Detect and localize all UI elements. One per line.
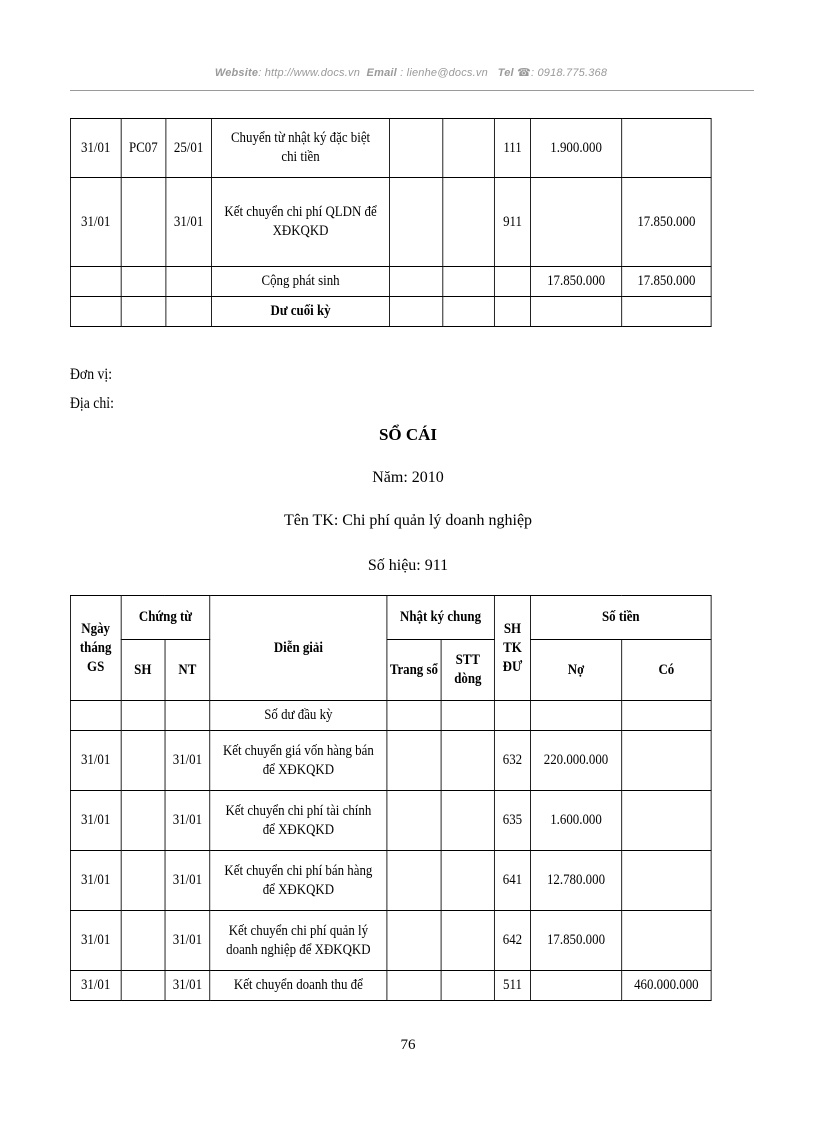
table-row	[70, 791, 711, 851]
header-account: SH TK ĐƯ	[494, 596, 530, 701]
table-row	[70, 911, 711, 971]
credit-cell: 17.850.000	[622, 178, 711, 267]
account-cell: 632	[494, 731, 530, 791]
ledger-year: Năm: 2010	[372, 469, 444, 486]
debit-cell	[530, 971, 621, 1001]
debit-cell: 17.850.000	[530, 911, 621, 971]
credit-cell	[622, 119, 711, 178]
opening-label: Số dư đầu kỳ	[210, 701, 386, 731]
journal-page-cell	[387, 911, 442, 971]
header-voucher: Chứng từ	[121, 596, 210, 640]
date-cell: 31/01	[70, 119, 121, 178]
opening-row	[70, 701, 711, 731]
account-name: Tên TK: Chi phí quản lý doanh nghiệp	[283, 512, 533, 529]
page-number: 76	[400, 1037, 416, 1053]
table-row	[70, 971, 711, 1001]
date-cell: 31/01	[70, 731, 120, 791]
date-cell: 31/01	[70, 851, 120, 911]
voucher-nt-cell: 31/01	[166, 178, 212, 267]
description-cell: Kết chuyển doanh thu để	[210, 971, 386, 1001]
journal-page-cell	[387, 851, 442, 911]
credit-cell	[622, 911, 712, 971]
credit-cell	[622, 731, 712, 791]
closing-label: Dư cuối kỳ	[211, 297, 389, 327]
voucher-sh-cell	[121, 731, 165, 791]
debit-cell	[531, 178, 622, 267]
account-cell: 511	[494, 971, 530, 1001]
voucher-nt-cell: 31/01	[165, 731, 210, 791]
description-cell: Chuyển từ nhật ký đặc biệt chi tiền	[211, 119, 389, 178]
journal-page-cell	[387, 731, 442, 791]
account-number: Số hiệu: 911	[367, 557, 449, 574]
address-label: Địa chỉ:	[70, 395, 114, 412]
credit-cell	[622, 791, 712, 851]
date-cell: 31/01	[70, 791, 120, 851]
account-cell: 635	[494, 791, 530, 851]
description-cell: Kết chuyển chi phí tài chính để XĐKQKD	[210, 791, 386, 851]
table-row	[70, 119, 711, 178]
voucher-nt-cell: 31/01	[165, 911, 210, 971]
tel-value: : 0918.775.368	[530, 67, 608, 79]
total-row	[70, 267, 711, 297]
header-page: Trang sổ	[387, 640, 442, 701]
date-cell: 31/01	[70, 911, 120, 971]
phone-icon: ☎	[517, 67, 531, 79]
ledger-title: SỔ CÁI	[378, 425, 438, 444]
website-label: Website	[214, 67, 259, 79]
voucher-nt-cell: 25/01	[166, 119, 212, 178]
journal-line-cell	[441, 731, 494, 791]
journal-line-cell	[441, 791, 494, 851]
header-divider	[70, 90, 754, 91]
date-cell: 31/01	[70, 178, 121, 267]
header-date: Ngày tháng GS	[70, 596, 120, 701]
debit-cell: 1.600.000	[530, 791, 621, 851]
closing-row	[70, 297, 711, 327]
debit-cell: 12.780.000	[530, 851, 621, 911]
table-row	[70, 851, 711, 911]
header-amount: Số tiền	[530, 596, 711, 640]
journal-line-cell	[442, 119, 494, 178]
account-cell: 641	[494, 851, 530, 911]
voucher-nt-cell: 31/01	[165, 791, 210, 851]
ledger-table-continued	[70, 118, 712, 327]
date-cell: 31/01	[70, 971, 120, 1001]
voucher-sh-cell	[121, 851, 165, 911]
account-cell: 111	[494, 119, 530, 178]
journal-line-cell	[441, 851, 494, 911]
header-debit: Nợ	[530, 640, 621, 701]
header-journal: Nhật ký chung	[387, 596, 495, 640]
journal-page-cell	[390, 178, 443, 267]
description-cell: Kết chuyển chi phí QLDN để XĐKQKD	[211, 178, 389, 267]
credit-cell: 460.000.000	[622, 971, 712, 1001]
page-header	[70, 66, 752, 79]
voucher-sh-cell	[121, 791, 165, 851]
website-value: : http://www.docs.vn	[258, 67, 361, 79]
account-cell: 911	[494, 178, 530, 267]
journal-line-cell	[441, 971, 494, 1001]
header-description: Diễn giải	[210, 596, 386, 701]
table-row	[70, 731, 711, 791]
unit-label: Đơn vị:	[70, 366, 113, 383]
debit-cell: 220.000.000	[530, 731, 621, 791]
description-cell: Kết chuyển chi phí bán hàng để XĐKQKD	[210, 851, 386, 911]
description-cell: Kết chuyển chi phí quản lý doanh nghiệp để XĐKQKD	[210, 911, 386, 971]
account-cell: 642	[494, 911, 530, 971]
tel-label: Tel	[497, 67, 514, 79]
voucher-nt-cell: 31/01	[165, 971, 210, 1001]
voucher-sh-cell	[121, 971, 165, 1001]
total-credit: 17.850.000	[622, 267, 711, 297]
email-label: Email	[366, 67, 397, 79]
journal-line-cell	[442, 178, 494, 267]
header-line: STT dòng	[441, 640, 494, 701]
voucher-sh-cell	[121, 911, 165, 971]
table-row	[70, 178, 711, 267]
total-label: Cộng phát sinh	[211, 267, 389, 297]
journal-page-cell	[387, 971, 442, 1001]
debit-cell: 1.900.000	[531, 119, 622, 178]
header-nt: NT	[165, 640, 210, 701]
voucher-sh-cell	[121, 178, 166, 267]
journal-page-cell	[387, 791, 442, 851]
general-ledger-table	[70, 595, 712, 1001]
journal-line-cell	[441, 911, 494, 971]
total-debit: 17.850.000	[531, 267, 622, 297]
email-value: : lienhe@docs.vn	[396, 67, 488, 79]
voucher-nt-cell: 31/01	[165, 851, 210, 911]
header-credit: Có	[622, 640, 712, 701]
description-cell: Kết chuyển giá vốn hàng bán để XĐKQKD	[210, 731, 386, 791]
journal-page-cell	[390, 119, 443, 178]
header-sh: SH	[121, 640, 165, 701]
voucher-sh-cell: PC07	[121, 119, 166, 178]
credit-cell	[622, 851, 712, 911]
